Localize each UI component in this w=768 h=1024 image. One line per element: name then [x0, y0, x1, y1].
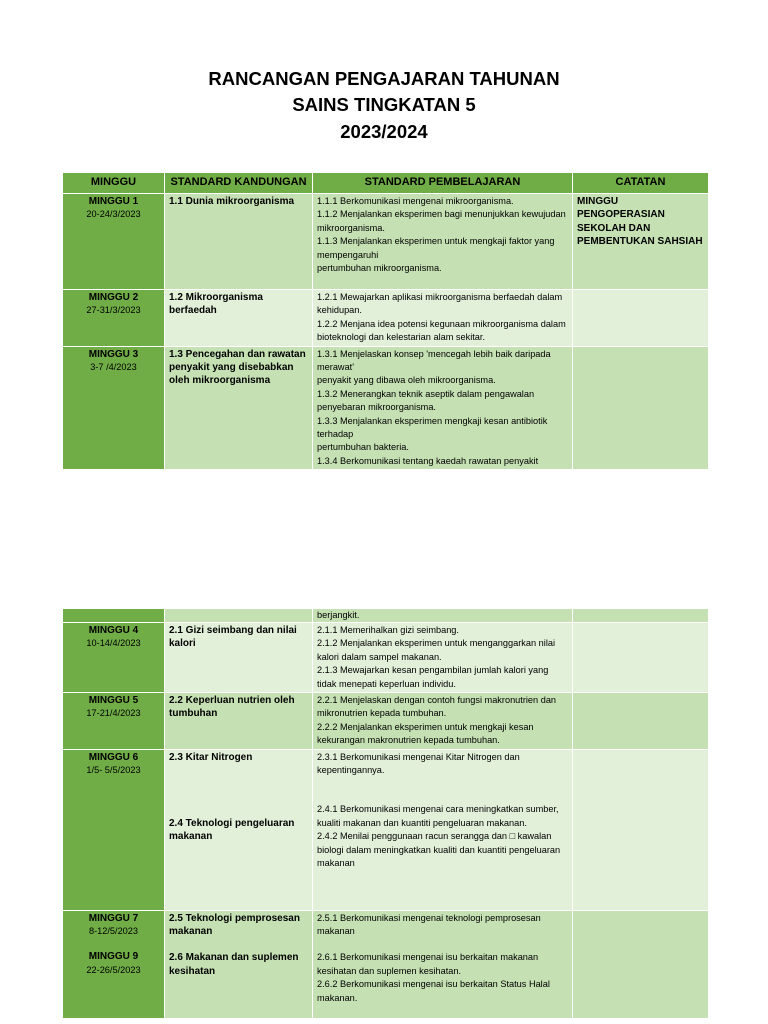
pembelajaran-cell [313, 346, 573, 470]
pembelajaran-cell [313, 194, 573, 290]
week-cell [63, 609, 165, 623]
header-minggu: MINGGU [63, 173, 165, 194]
week-label: MINGGU 7 [88, 912, 139, 924]
pembelajaran-cell [313, 910, 573, 1018]
header-catatan: CATATAN [573, 173, 709, 194]
document-year: 2023/2024 [340, 121, 428, 142]
week-date: 8-12/5/2023 [88, 926, 139, 937]
table-row [63, 693, 709, 750]
table-row [63, 749, 709, 910]
week-date: 3-7 /4/2023 [90, 362, 137, 373]
week-cell [63, 290, 165, 347]
kandungan-cell [165, 290, 313, 347]
pembelajaran-text: 2.5.1 Berkomunikasi mengenai teknologi pemprosesan makanan [317, 912, 541, 937]
week-label: MINGGU 6 [88, 751, 139, 763]
pembelajaran-text: berjangkit. [317, 610, 360, 620]
kandungan-cell [165, 623, 313, 693]
table-row [63, 194, 709, 290]
week-cell [63, 910, 165, 1018]
table-row [63, 290, 709, 347]
week-label: MINGGU 1 [88, 196, 139, 207]
table-row [63, 910, 709, 1018]
catatan-cell [573, 749, 709, 910]
kandungan-cell [165, 609, 313, 623]
week-cell [63, 194, 165, 290]
catatan-cell [573, 609, 709, 623]
catatan-cell [573, 623, 709, 693]
table-row [63, 346, 709, 470]
table-header-row [63, 173, 709, 194]
week-date: 17-21/4/2023 [86, 708, 141, 719]
plan-table-page-2 [62, 608, 709, 1019]
pembelajaran-text: 2.1.1 Memerihalkan gizi seimbang. 2.1.2 Menjalankan eksperimen untuk menganggarkan nilai kalori dalam sampel makanan. 2.1.3 Mewajarkan kesan pengambilan jumlah kalori yang tidak menepati keperluan individu. [317, 625, 556, 689]
kandungan-text: 1.1 Dunia mikroorganisma [169, 196, 295, 207]
kandungan-cell [165, 749, 313, 910]
pembelajaran-cell [313, 749, 573, 910]
table-row [63, 609, 709, 623]
week-cell [63, 346, 165, 470]
pembelajaran-text: 1.2.1 Mewajarkan aplikasi mikroorganisma berfaedah dalam kehidupan. 1.2.2 Menjana idea potensi kegunaan mikroorganisma dalam bioteknologi dan kelestarian alam sekitar. [317, 292, 566, 343]
week-label: MINGGU 9 [88, 951, 139, 963]
week-cell [63, 693, 165, 750]
catatan-cell [573, 346, 709, 470]
kandungan-text: 1.2 Mikroorganisma berfaedah [169, 292, 263, 317]
catatan-cell [573, 194, 709, 290]
kandungan-text: 2.4 Teknologi pengeluaran makanan [169, 818, 295, 843]
week-cell [63, 749, 165, 910]
week-date: 22-26/5/2023 [86, 964, 141, 975]
document-subtitle: SAINS TINGKATAN 5 [292, 94, 476, 115]
week-date: 27-31/3/2023 [86, 305, 141, 316]
week-label: MINGGU 5 [88, 695, 139, 707]
kandungan-text: 2.3 Kitar Nitrogen [169, 751, 253, 763]
kandungan-cell [165, 910, 313, 1018]
catatan-cell [573, 910, 709, 1018]
week-label: MINGGU 3 [88, 348, 139, 360]
pembelajaran-text: 2.2.1 Menjelaskan dengan contoh fungsi makronutrien dan mikronutrien kepada tumbuhan. 2.2.2 Menjalankan eksperimen untuk mengkaji kesan kekurangan makronutrien kepada tumbuhan. [317, 695, 557, 746]
table-row [63, 623, 709, 693]
pembelajaran-text: 2.4.1 Berkomunikasi mengenai cara meningkatkan sumber, kualiti makanan dan kuantiti pengeluaran makanan. 2.4.2 Menilai penggunaan racun serangga dan □ kawalan biologi dalam meningkatkan kualiti dan kuantiti pengeluaran makanan [317, 804, 561, 869]
kandungan-cell [165, 194, 313, 290]
kandungan-text: 2.6 Makanan dan suplemen kesihatan [169, 952, 299, 977]
document-title: RANCANGAN PENGAJARAN TAHUNAN [208, 68, 560, 89]
week-date: 20-24/3/2023 [86, 209, 141, 220]
week-date: 1/5- 5/5/2023 [86, 765, 141, 776]
kandungan-text: 2.1 Gizi seimbang dan nilai kalori [169, 625, 297, 650]
kandungan-text: 1.3 Pencegahan dan rawatan penyakit yang disebabkan oleh mikroorganisma [169, 348, 306, 387]
plan-table-page-1 [62, 172, 709, 470]
pembelajaran-text: 1.3.1 Menjelaskan konsep 'mencegah lebih baik daripada merawat' penyakit yang dibawa oleh mikroorganisma. 1.3.2 Menerangkan teknik aseptik dalam pengawalan penyebaran mikroorganisma. 1.3.3 Menjalankan eksperimen mengkaji kesan antibiotik terhadap pertumbuhan bakteria. 1.3.4 Berkomunikasi tentang kaedah rawatan penyakit [317, 348, 551, 466]
catatan-text: MINGGU PENGOPERASIAN SEKOLAH DAN PEMBENTUKAN SAHSIAH [577, 196, 703, 248]
pembelajaran-cell [313, 290, 573, 347]
pembelajaran-text: 1.1.1 Berkomunikasi mengenai mikroorganisma. 1.1.2 Menjalankan eksperimen bagi menunjukkan kewujudan mikroorganisma. 1.1.3 Menjalankan eksperimen untuk mengkaji faktor yang mempengaruhi pertumbuhan mikroorganisma. [317, 196, 566, 274]
kandungan-text: 2.5 Teknologi pemprosesan makanan [169, 912, 300, 938]
header-standard-kandungan: STANDARD KANDUNGAN [165, 173, 313, 194]
pembelajaran-cell [313, 623, 573, 693]
kandungan-cell [165, 346, 313, 470]
catatan-cell [573, 693, 709, 750]
pembelajaran-cell [313, 609, 573, 623]
kandungan-text: 2.2 Keperluan nutrien oleh tumbuhan [169, 695, 295, 720]
week-date: 10-14/4/2023 [86, 638, 141, 649]
catatan-cell [573, 290, 709, 347]
pembelajaran-text: 2.6.1 Berkomunikasi mengenai isu berkaitan makanan kesihatan dan suplemen kesihatan. 2.6.2 Berkomunikasi mengenai isu berkaitan Status Halal makanan. [317, 952, 550, 1003]
week-label: MINGGU 4 [88, 625, 139, 636]
week-label: MINGGU 2 [88, 292, 139, 303]
kandungan-cell [165, 693, 313, 750]
header-standard-pembelajaran: STANDARD PEMBELAJARAN [313, 173, 573, 194]
pembelajaran-text: 2.3.1 Berkomunikasi mengenai Kitar Nitrogen dan kepentingannya. [317, 751, 520, 776]
pembelajaran-cell [313, 693, 573, 750]
week-cell [63, 623, 165, 693]
